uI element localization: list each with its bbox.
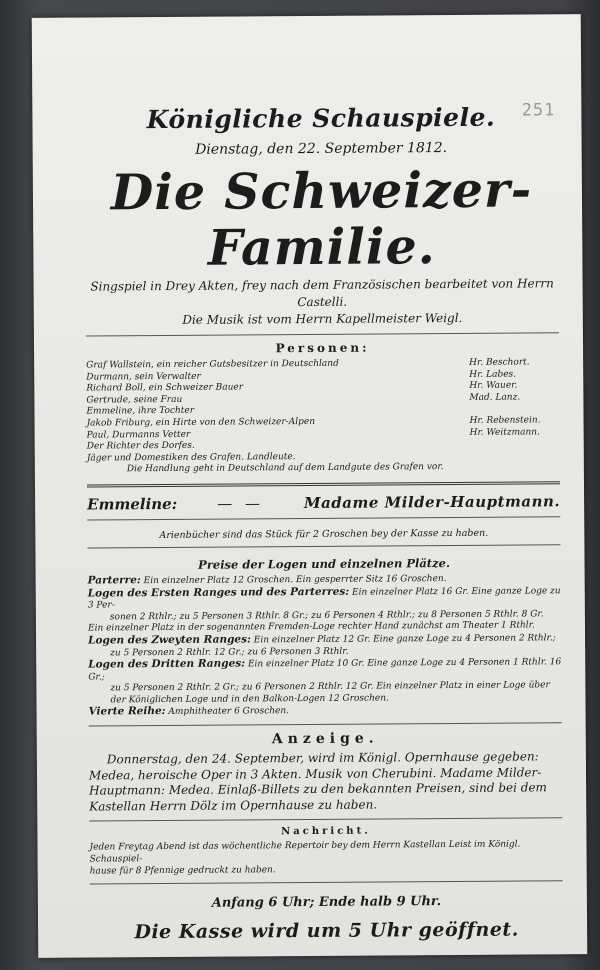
price-label: Vierte Reihe: — [88, 705, 166, 719]
divider — [90, 880, 563, 884]
setting-note: Die Handlung geht in Deutschland auf dem Landgute des Grafen vor. — [126, 462, 444, 475]
news-body — [89, 838, 562, 877]
price-label: Logen des Zweyten Ranges: — [88, 633, 251, 647]
announcement-line: Hauptmann: Medea. Einlaß-Billets zu den bekannten Preisen, sind bei dem — [89, 780, 547, 798]
announcement-line: Kastellan Herrn Dölz im Opernhause zu haben. — [89, 797, 378, 814]
libretto-note: Arienbücher sind das Stück für 2 Groschen bey der Kasse zu haben. — [159, 527, 489, 541]
price-row — [88, 585, 561, 612]
cast-role: Jakob Friburg, ein Hirte von den Schweizer-Alpen — [86, 416, 316, 429]
price-list — [88, 572, 562, 719]
divider — [89, 817, 562, 821]
prices-heading: Preise der Logen und einzelnen Plätze. — [198, 555, 450, 572]
price-label: Parterre: — [87, 574, 141, 587]
performance-date: Dienstag, den 22. September 1812. — [195, 140, 448, 158]
cast-actor — [470, 450, 560, 462]
theatre-heading: Königliche Schauspiele. — [146, 102, 496, 135]
divider — [87, 481, 560, 487]
cast-list — [86, 357, 560, 476]
subtitle-line: Die Musik ist vom Herrn Kapellmeister Weigl. — [182, 310, 463, 327]
box-office-opening: Die Kasse wird um 5 Uhr geöffnet. — [134, 918, 519, 944]
divider — [87, 544, 560, 548]
play-subtitle — [86, 275, 559, 329]
price-text: sonen 2 Rthlr.; zu 5 Personen 3 Rthlr. 8 Gr.; zu 6 Personen 4 Rthlr.; zu 8 Personen 5 Rthlr. 8 Gr. — [109, 609, 544, 623]
divider — [89, 722, 562, 726]
cast-actor: Hr. Wauer. — [469, 380, 518, 392]
announcement-body — [89, 749, 562, 814]
cast-role: Emmeline, ihre Tochter — [86, 406, 195, 417]
price-row — [89, 704, 562, 720]
price-text: Ein einzelner Platz in der sogenannten Fremden-Loge rechter Hand zunächst am Theater 1 Rthlr. — [87, 620, 535, 634]
cast-actor: Mad. Lanz. — [469, 392, 521, 403]
subtitle-line: Singspiel in Drey Akten, frey nach dem Französischen bearbeitet von Herrn Castelli. — [90, 276, 554, 310]
cast-role: Der Richter des Dorfes. — [86, 440, 195, 452]
lead-dash: — — — [217, 494, 265, 513]
performance-times: Anfang 6 Uhr; Ende halb 9 Uhr. — [211, 894, 442, 911]
cast-actor — [469, 404, 559, 416]
playbill-sheet — [32, 14, 588, 958]
price-text: Ein einzelner Platz 10 Gr. Eine ganze Loge zu 4 Personen 1 Rthlr. 16 Gr.; — [88, 657, 562, 683]
cast-actor: Hr. Labes. — [469, 369, 517, 380]
archive-number: 251 — [521, 100, 556, 121]
announcement-heading: Anzeige. — [271, 730, 379, 748]
cast-role: Jäger und Domestiken des Grafen. Landleute. — [86, 451, 296, 464]
cast-actor — [470, 438, 560, 450]
price-text: Amphitheater 6 Groschen. — [168, 706, 290, 718]
news-line: hause für 8 Pfennige gedruckt zu haben. — [89, 865, 276, 877]
price-text: zu 5 Personen 2 Rthlr. 12 Gr.; zu 6 Personen 3 Rthlr. — [110, 646, 349, 658]
lead-role-line — [87, 492, 560, 513]
price-text: Ein einzelner Platz 16 Gr. Eine ganze Loge zu 3 Per- — [87, 585, 561, 611]
price-text: Ein einzelner Platz 12 Gr. Eine ganze Loge zu 4 Personen 2 Rthlr.; — [253, 633, 556, 646]
price-label: Logen des Dritten Ranges: — [88, 657, 246, 671]
playbill-content — [32, 84, 587, 944]
news-heading: Nachricht. — [281, 825, 371, 838]
cast-role: Gertrude, seine Frau — [86, 394, 183, 406]
price-text: der Königlichen Loge und in den Balkon-Logen 12 Groschen. — [110, 693, 389, 706]
price-row — [88, 656, 561, 683]
lead-role: Emmeline: — [87, 494, 178, 514]
announcement-line: Donnerstag, den 24. September, wird im Königl. Opernhause gegeben: — [106, 749, 539, 767]
cast-actor: Hr. Beschort. — [469, 357, 530, 368]
news-line: Jeden Freytag Abend ist das wöchentliche Repertoir bey dem Herrn Kastellan Leist im Königl. Schauspiel- — [89, 839, 521, 865]
cast-role: Durmann, sein Verwalter — [86, 371, 201, 383]
play-title: Die Schweizer-Familie. — [110, 160, 533, 277]
cast-actor: Hr. Weitzmann. — [469, 426, 540, 438]
announcement-line: Medea, heroische Oper in 3 Akten. Musik von Cherubini. Madame Milder- — [88, 764, 542, 783]
divider — [86, 332, 559, 336]
cast-role: Richard Boll, ein Schweizer Bauer — [86, 382, 244, 394]
price-text: zu 5 Personen 2 Rthlr. 2 Gr.; zu 6 Personen 2 Rthlr. 12 Gr. Ein einzelner Platz in einer Loge über — [110, 680, 550, 694]
cast-role: Graf Wallstein, ein reicher Gutsbesitzer in Deutschland — [86, 358, 339, 371]
cast-actor: Hr. Rebenstein. — [469, 415, 541, 426]
price-label: Logen des Ersten Ranges und des Parterres: — [87, 585, 350, 600]
cast-role: Paul, Durmanns Vetter — [86, 429, 191, 441]
divider — [87, 516, 560, 520]
cast-heading: Personen: — [275, 340, 370, 356]
price-text: Ein einzelner Platz 12 Groschen. Ein gesperrter Sitz 16 Groschen. — [143, 573, 447, 587]
lead-actor: Madame Milder-Hauptmann. — [303, 492, 561, 512]
